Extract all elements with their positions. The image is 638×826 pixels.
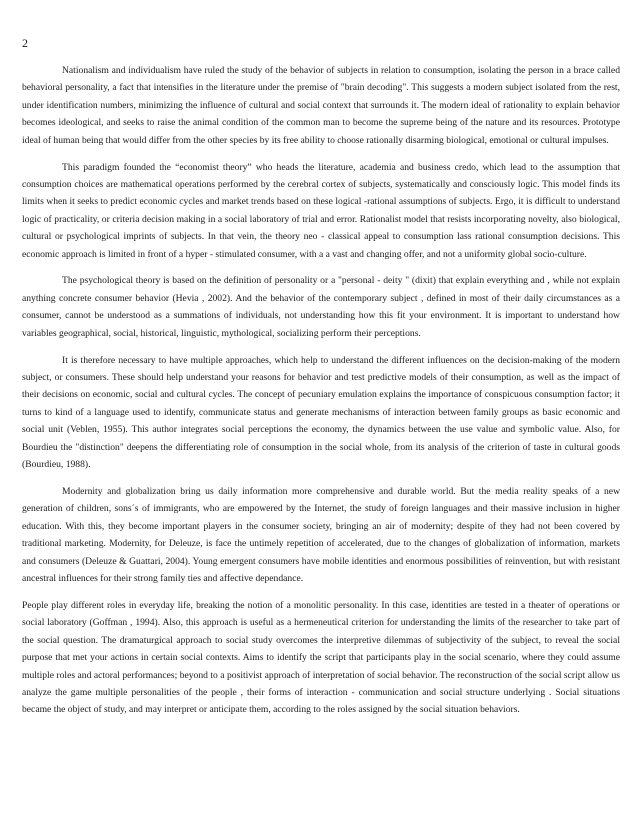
paragraph: Nationalism and individualism have ruled the study of the behavior of subjects in relation to consumption, isolating the person in a brace called behavioral personality, a fact that intensifies in the literature under the premise of "brain decoding". This suggests a modern subject isolated from the rest, under identification numbers, minimizing the influence of cultural and social context that surrounds it. The modern ideal of rationality to explain behavior becomes ideological, and seeks to raise the animal condition of the common man to become the supreme being of the nature and its resources. Prototype ideal of human being that would differ from the other species by its free ability to choose rationally disarming biological, emotional or cultural impulses. — [22, 65, 620, 146]
paragraph: People play different roles in everyday life, breaking the notion of a monolitic personality. In this case, identities are tested in a theater of operations or social laboratory (Goffman , 1994). Also, this approach is useful as a hermeneutical criterion for understanding the limits of the researcher to take part of the social question. The dramaturgical approach to social study overcomes the interpretive dilemmas of subjectivity of the subject, to reveal the social purpose that met your actions in certain social contexts. Aims to identify the script that participants play in the social scenario, where they could assume multiple roles and actoral performances; beyond to a positivist approach of interpretation of social behavior. The reconstruction of the social script allow us analyze the game multiple personalities of the people , their forms of interaction - communication and social structure underlying . Social situations became the object of study, and may interpret or anticipate them, according to the roles assigned by the social situation behaviors. — [22, 599, 620, 716]
paragraph: The psychological theory is based on the definition of personality or a "personal - deity " (dixit) that explain everything and , while not explain anything concrete consumer behavior (Hevia , 2002). And the behavior of the contemporary subject , defined in most of their daily circumstances as a consumer, cannot be understood as a summations of individuals, not understanding how this fit your environment. It is important to understand how variables geographical, social, historical, linguistic, mythological, socializing perform their perceptions. — [22, 275, 620, 339]
body-text — [22, 62, 620, 728]
paragraph: It is therefore necessary to have multiple approaches, which help to understand the different influences on the decision-making of the modern subject, or consumers. These should help understand your reasons for behavior and test predictive models of their consumption, as well as the impact of their decisions on economic, social and cultural cycles. The concept of pecuniary emulation explains the importance of conspicuous consumption factor; it turns to kind of a language used to identify, communicate status and generate mechanisms of interaction between family groups as basic economic and social unit (Veblen, 1955). This author integrates social perceptions the economy, the dynamics between the use value and symbolic value. Also, for Bourdieu the "distinction" deepens the differentiating role of consumption in the social whole, from its analysis of the criterion of taste in cultural goods (Bourdieu, 1988). — [22, 354, 620, 471]
paragraph: Modernity and globalization bring us daily information more comprehensive and durable world. But the media reality speaks of a new generation of children, sons´s of immigrants, who are empowered by the Internet, the study of foreign languages and their massive inclusion in higher education. With this, they become important players in the consumer society, bringing an air of modernity; despite of they had not been covered by traditional marketing. Modernity, for Deleuze, is face the untimely repetition of accelerated, due to the changes of globalization of information, markets and consumers (Deleuze & Guattari, 2004). Young emergent consumers have mobile identities and enormous possibilities of reinvention, but with resistant ancestral influences for their strong family ties and affective dependance. — [22, 485, 620, 584]
page-number: 2 — [22, 36, 28, 50]
paragraph: This paradigm founded the “economist theory” who heads the literature, academia and business credo, which lead to the assumption that consumption choices are mathematical operations performed by the cerebral cortex of subjects, systematically and consciously logic. This model finds its limits when it seeks to predict economic cycles and market trends based on these logical -rational assumptions of subjects. Ergo, it is difficult to understand logic of practicality, or criteria decision making in a social laboratory of trial and error. Rationalist model that resists incorporating novelty, also biological, cultural or psychological imprints of subjects. In that vein, the theory neo - classical appeal to consumption lass rational consumption decisions. This economic approach is limited in front of a hyper - stimulated consumer, with a a vast and changing offer, and not a uniformity global socio-culture. — [22, 161, 620, 260]
